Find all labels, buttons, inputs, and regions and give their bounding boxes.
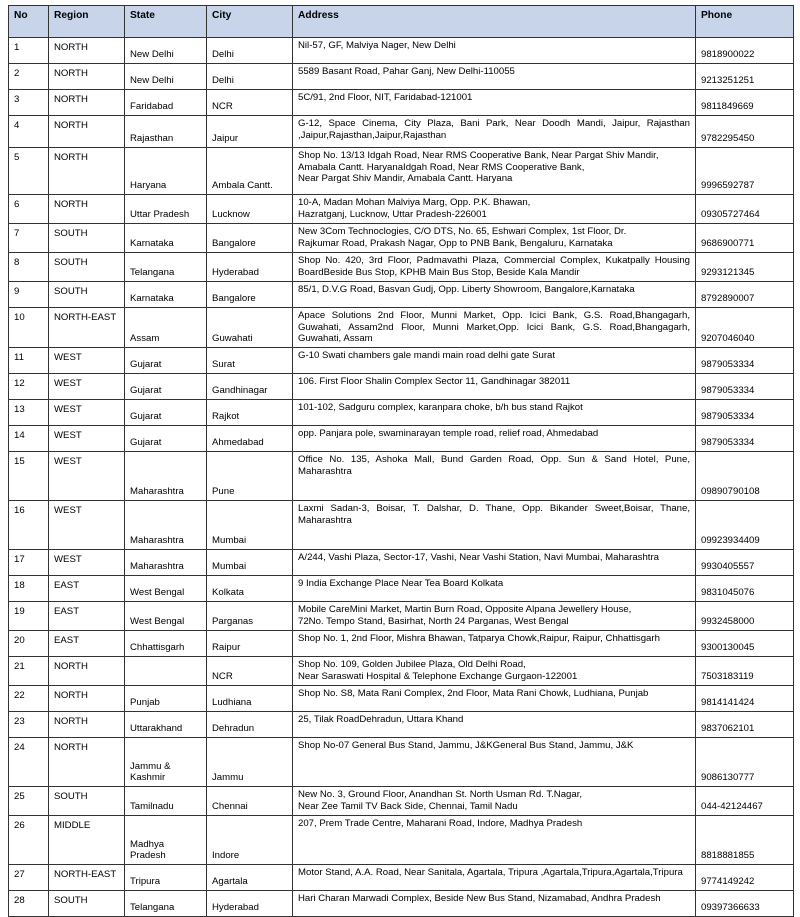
- phone-cell: 9086130777: [696, 738, 794, 787]
- address-cell: [293, 308, 696, 348]
- phone-cell: 09890790108: [696, 452, 794, 501]
- city-cell: Chennai: [207, 787, 293, 816]
- state-cell: Karnataka: [125, 282, 207, 308]
- city-cell: Lucknow: [207, 195, 293, 224]
- address-cell: [293, 787, 696, 816]
- address-line: New 3Com Technoclogies, C/O DTS, No. 65, Eshwari Complex, 1st Floor, Dr.: [298, 226, 627, 237]
- row-number: 7: [9, 224, 49, 253]
- address-cell: [293, 426, 696, 452]
- address-line: Office No. 135, Ashoka Mall, Bund Garden Road, Opp. Sun & Sand Hotel, Pune, Maharashtra: [298, 454, 690, 477]
- address-line: Motor Stand, A.A. Road, Near Sanitala, Agartala, Tripura ,Agartala,Tripura,Agartala,Tripura: [298, 867, 683, 879]
- state-cell: Karnataka: [125, 224, 207, 253]
- state-cell: Uttarakhand: [125, 712, 207, 738]
- city-cell: Guwahati: [207, 308, 293, 348]
- address-cell: [293, 452, 696, 501]
- address-line: opp. Panjara pole, swaminarayan temple road, relief road, Ahmedabad: [298, 428, 599, 440]
- address-cell: [293, 686, 696, 712]
- row-number: 16: [9, 501, 49, 550]
- region-cell: NORTH: [49, 38, 125, 64]
- address-line: Laxmi Sadan-3, Boisar, T. Dalshar, D. Thane, Opp. Bikander Sweet,Boisar, Thane, Maharashtra: [298, 503, 690, 526]
- city-cell: Hyderabad: [207, 891, 293, 917]
- phone-cell: 9686900771: [696, 224, 794, 253]
- row-number: 2: [9, 64, 49, 90]
- city-cell: Kolkata: [207, 576, 293, 602]
- phone-cell: 9782295450: [696, 116, 794, 148]
- row-number: 14: [9, 426, 49, 452]
- address-cell: [293, 865, 696, 891]
- address-cell: [293, 816, 696, 865]
- table-row: [9, 576, 794, 602]
- phone-cell: 9207046040: [696, 308, 794, 348]
- address-line: Near Zee Tamil TV Back Side, Chennai, Tamil Nadu: [298, 800, 518, 812]
- city-cell: Raipur: [207, 631, 293, 657]
- table-row: [9, 657, 794, 686]
- region-cell: WEST: [49, 426, 125, 452]
- city-cell: Delhi: [207, 64, 293, 90]
- state-cell: [125, 657, 207, 686]
- city-cell: Ahmedabad: [207, 426, 293, 452]
- address-line: G-12, Space Cinema, City Plaza, Bani Park, Near Doodh Mandi, Jaipur, Rajasthan ,Jaipur,Rajasthan,Jaipur,Rajasthan: [298, 118, 690, 141]
- city-cell: Dehradun: [207, 712, 293, 738]
- table-row: [9, 64, 794, 90]
- region-cell: SOUTH: [49, 224, 125, 253]
- region-cell: NORTH-EAST: [49, 308, 125, 348]
- row-number: 5: [9, 148, 49, 195]
- address-line: Rajkumar Road, Prakash Nagar, Opp to PNB Bank, Bengaluru, Karnataka: [298, 237, 613, 249]
- address-cell: [293, 501, 696, 550]
- address-line: A/244, Vashi Plaza, Sector-17, Vashi, Near Vashi Station, Navi Mumbai, Maharashtra: [298, 552, 660, 564]
- address-line: 25, Tilak RoadDehradun, Uttara Khand: [298, 714, 464, 726]
- state-cell: New Delhi: [125, 38, 207, 64]
- address-line: 106. First Floor Shalin Complex Sector 11, Gandhinagar 382011: [298, 376, 571, 388]
- address-cell: [293, 374, 696, 400]
- address-cell: [293, 738, 696, 787]
- state-cell: Tamilnadu: [125, 787, 207, 816]
- address-cell: [293, 90, 696, 116]
- region-cell: NORTH: [49, 738, 125, 787]
- address-cell: [293, 657, 696, 686]
- phone-cell: 9879053334: [696, 400, 794, 426]
- city-cell: Bangalore: [207, 282, 293, 308]
- address-cell: [293, 712, 696, 738]
- table-row: [9, 631, 794, 657]
- region-cell: NORTH: [49, 195, 125, 224]
- address-cell: [293, 602, 696, 631]
- city-cell: Ambala Cantt.: [207, 148, 293, 195]
- row-number: 12: [9, 374, 49, 400]
- city-cell: NCR: [207, 90, 293, 116]
- region-cell: WEST: [49, 374, 125, 400]
- phone-cell: 09305727464: [696, 195, 794, 224]
- table-row: [9, 738, 794, 787]
- column-header-city: City: [207, 6, 293, 38]
- row-number: 1: [9, 38, 49, 64]
- address-cell: [293, 400, 696, 426]
- row-number: 3: [9, 90, 49, 116]
- region-cell: NORTH: [49, 90, 125, 116]
- phone-cell: 9837062101: [696, 712, 794, 738]
- table-row: [9, 116, 794, 148]
- region-cell: NORTH: [49, 116, 125, 148]
- address-line: New No. 3, Ground Floor, Anandhan St. North Usman Rd. T.Nagar,: [298, 789, 583, 801]
- row-number: 25: [9, 787, 49, 816]
- table-row: [9, 90, 794, 116]
- city-cell: Jammu: [207, 738, 293, 787]
- table-row: [9, 602, 794, 631]
- phone-cell: 9879053334: [696, 374, 794, 400]
- city-cell: Indore: [207, 816, 293, 865]
- table-header: [9, 6, 794, 38]
- phone-cell: 9811849669: [696, 90, 794, 116]
- region-cell: SOUTH: [49, 891, 125, 917]
- state-cell: Gujarat: [125, 400, 207, 426]
- row-number: 17: [9, 550, 49, 576]
- table-row: [9, 374, 794, 400]
- row-number: 9: [9, 282, 49, 308]
- address-cell: [293, 64, 696, 90]
- phone-cell: 9930405557: [696, 550, 794, 576]
- address-cell: [293, 253, 696, 282]
- state-cell: New Delhi: [125, 64, 207, 90]
- address-cell: [293, 282, 696, 308]
- table-row: [9, 38, 794, 64]
- city-cell: Ludhiana: [207, 686, 293, 712]
- address-cell: [293, 631, 696, 657]
- phone-cell: 9300130045: [696, 631, 794, 657]
- city-cell: Delhi: [207, 38, 293, 64]
- city-cell: NCR: [207, 657, 293, 686]
- address-line: 9 India Exchange Place Near Tea Board Kolkata: [298, 578, 504, 590]
- phone-cell: 9831045076: [696, 576, 794, 602]
- row-number: 27: [9, 865, 49, 891]
- table-row: [9, 787, 794, 816]
- table-body: [9, 38, 794, 917]
- header-row: [9, 6, 794, 38]
- region-cell: WEST: [49, 550, 125, 576]
- row-number: 22: [9, 686, 49, 712]
- address-line: Near Saraswati Hospital & Telephone Exchange Gurgaon-122001: [298, 670, 578, 682]
- state-cell: Jammu & Kashmir: [125, 738, 207, 787]
- row-number: 4: [9, 116, 49, 148]
- region-cell: NORTH: [49, 148, 125, 195]
- row-number: 8: [9, 253, 49, 282]
- row-number: 23: [9, 712, 49, 738]
- state-cell: Maharashtra: [125, 501, 207, 550]
- address-cell: [293, 550, 696, 576]
- phone-cell: 9879053334: [696, 348, 794, 374]
- address-cell: [293, 348, 696, 374]
- state-cell: Maharashtra: [125, 452, 207, 501]
- address-cell: [293, 224, 696, 253]
- column-header-no: No: [9, 6, 49, 38]
- address-line: Shop No. 1, 2nd Floor, Mishra Bhawan, Tatparya Chowk,Raipur, Raipur, Chhattisgarh: [298, 633, 660, 645]
- phone-cell: 9213251251: [696, 64, 794, 90]
- table-row: [9, 308, 794, 348]
- phone-cell: 9879053334: [696, 426, 794, 452]
- region-cell: EAST: [49, 576, 125, 602]
- address-line: Mobile CareMini Market, Martin Burn Road, Opposite Alpana Jewellery House,: [298, 604, 632, 616]
- city-cell: Hyderabad: [207, 253, 293, 282]
- table-row: [9, 501, 794, 550]
- address-line: 85/1, D.V.G Road, Basvan Gudj, Opp. Liberty Showroom, Bangalore,Karnataka: [298, 284, 635, 295]
- address-cell: [293, 576, 696, 602]
- city-cell: Mumbai: [207, 501, 293, 550]
- service-centre-table: [8, 5, 794, 917]
- table-row: [9, 253, 794, 282]
- row-number: 21: [9, 657, 49, 686]
- region-cell: EAST: [49, 631, 125, 657]
- city-cell: Surat: [207, 348, 293, 374]
- address-line: Apace Solutions 2nd Floor, Munni Market, Opp. Icici Bank, G.S. Road,Bhangagarh, Guwahati, Assam2nd Floor, Munni Market,Opp. Icici Bank, G.S. Road,Bhangagarh, Guwahati, Assam: [298, 310, 690, 345]
- table-row: [9, 148, 794, 195]
- table-row: [9, 891, 794, 917]
- region-cell: NORTH: [49, 657, 125, 686]
- state-cell: West Bengal: [125, 576, 207, 602]
- region-cell: NORTH: [49, 64, 125, 90]
- city-cell: Rajkot: [207, 400, 293, 426]
- address-line: Hari Charan Marwadi Complex, Beside New Bus Stand, Nizamabad, Andhra Pradesh: [298, 893, 661, 905]
- region-cell: NORTH: [49, 712, 125, 738]
- table-row: [9, 712, 794, 738]
- row-number: 6: [9, 195, 49, 224]
- phone-cell: 8792890007: [696, 282, 794, 308]
- row-number: 10: [9, 308, 49, 348]
- region-cell: SOUTH: [49, 282, 125, 308]
- state-cell: Gujarat: [125, 374, 207, 400]
- column-header-phone: Phone: [696, 6, 794, 38]
- address-line: Shop No. S8, Mata Rani Complex, 2nd Floor, Mata Rani Chowk, Ludhiana, Punjab: [298, 688, 649, 700]
- state-cell: Telangana: [125, 253, 207, 282]
- table-row: [9, 195, 794, 224]
- phone-cell: 7503183119: [696, 657, 794, 686]
- address-cell: [293, 195, 696, 224]
- address-line: Hazratganj, Lucknow, Uttar Pradesh-226001: [298, 208, 487, 220]
- phone-cell: 9293121345: [696, 253, 794, 282]
- column-header-state: State: [125, 6, 207, 38]
- city-cell: Agartala: [207, 865, 293, 891]
- state-cell: Telangana: [125, 891, 207, 917]
- address-line: Shop No-07 General Bus Stand, Jammu, J&KGeneral Bus Stand, Jammu, J&K: [298, 740, 634, 752]
- state-cell: Uttar Pradesh: [125, 195, 207, 224]
- address-line: Shop No. 109, Golden Jubilee Plaza, Old Delhi Road,: [298, 659, 526, 671]
- state-cell: Chhattisgarh: [125, 631, 207, 657]
- row-number: 13: [9, 400, 49, 426]
- city-cell: Gandhinagar: [207, 374, 293, 400]
- table-row: [9, 426, 794, 452]
- address-line: Shop No. 13/13 Idgah Road, Near RMS Cooperative Bank, Near Pargat Shiv Mandir,: [298, 150, 659, 161]
- state-cell: West Bengal: [125, 602, 207, 631]
- region-cell: NORTH: [49, 686, 125, 712]
- phone-cell: 9814141424: [696, 686, 794, 712]
- state-cell: Rajasthan: [125, 116, 207, 148]
- state-cell: Haryana: [125, 148, 207, 195]
- region-cell: WEST: [49, 452, 125, 501]
- table-row: [9, 686, 794, 712]
- phone-cell: 044-42124467: [696, 787, 794, 816]
- table-row: [9, 400, 794, 426]
- region-cell: WEST: [49, 501, 125, 550]
- row-number: 20: [9, 631, 49, 657]
- table-row: [9, 816, 794, 865]
- city-cell: Bangalore: [207, 224, 293, 253]
- state-cell: Madhya Pradesh: [125, 816, 207, 865]
- row-number: 28: [9, 891, 49, 917]
- state-cell: Gujarat: [125, 348, 207, 374]
- phone-cell: 09923934409: [696, 501, 794, 550]
- row-number: 24: [9, 738, 49, 787]
- column-header-address: Address: [293, 6, 696, 38]
- region-cell: MIDDLE: [49, 816, 125, 865]
- phone-cell: 9774149242: [696, 865, 794, 891]
- address-line: 5C/91, 2nd Floor, NIT, Faridabad-121001: [298, 92, 473, 103]
- row-number: 11: [9, 348, 49, 374]
- address-cell: [293, 116, 696, 148]
- table-row: [9, 282, 794, 308]
- address-line: Amabala Cantt. HaryanaIdgah Road, Near RMS Cooperative Bank,: [298, 161, 585, 173]
- state-cell: Punjab: [125, 686, 207, 712]
- state-cell: Faridabad: [125, 90, 207, 116]
- table-row: [9, 865, 794, 891]
- phone-cell: 9932458000: [696, 602, 794, 631]
- phone-cell: 8818881855: [696, 816, 794, 865]
- address-line: Near Pargat Shiv Mandir, Amabala Cantt. Haryana: [298, 173, 513, 185]
- region-cell: SOUTH: [49, 787, 125, 816]
- table-row: [9, 348, 794, 374]
- state-cell: Assam: [125, 308, 207, 348]
- row-number: 19: [9, 602, 49, 631]
- address-cell: [293, 148, 696, 195]
- city-cell: Pune: [207, 452, 293, 501]
- address-line: 72No. Tempo Stand, Basirhat, North 24 Parganas, West Bengal: [298, 615, 569, 627]
- address-line: 207, Prem Trade Centre, Maharani Road, Indore, Madhya Pradesh: [298, 818, 583, 830]
- region-cell: EAST: [49, 602, 125, 631]
- table-row: [9, 550, 794, 576]
- row-number: 18: [9, 576, 49, 602]
- region-cell: NORTH-EAST: [49, 865, 125, 891]
- phone-cell: 09397366633: [696, 891, 794, 917]
- service-centre-table-container: [8, 5, 793, 917]
- phone-cell: 9996592787: [696, 148, 794, 195]
- table-row: [9, 452, 794, 501]
- column-header-region: Region: [49, 6, 125, 38]
- address-line: 101-102, Sadguru complex, karanpara choke, b/h bus stand Rajkot: [298, 402, 583, 414]
- region-cell: WEST: [49, 348, 125, 374]
- region-cell: WEST: [49, 400, 125, 426]
- city-cell: Mumbai: [207, 550, 293, 576]
- table-row: [9, 224, 794, 253]
- state-cell: Tripura: [125, 865, 207, 891]
- state-cell: Maharashtra: [125, 550, 207, 576]
- address-line: 10-A, Madan Mohan Malviya Marg, Opp. P.K. Bhawan,: [298, 197, 531, 208]
- address-line: 5589 Basant Road, Pahar Ganj, New Delhi-110055: [298, 66, 515, 77]
- region-cell: SOUTH: [49, 253, 125, 282]
- address-line: G-10 Swati chambers gale mandi main road delhi gate Surat: [298, 350, 556, 362]
- city-cell: Jaipur: [207, 116, 293, 148]
- state-cell: Gujarat: [125, 426, 207, 452]
- address-cell: [293, 891, 696, 917]
- row-number: 15: [9, 452, 49, 501]
- phone-cell: 9818900022: [696, 38, 794, 64]
- row-number: 26: [9, 816, 49, 865]
- address-line: Shop No. 420, 3rd Floor, Padmavathi Plaza, Commercial Complex, Kukatpally Housing BoardBeside Bus Stop, KPHB Main Bus Stop, Beside Kala Mandir: [298, 255, 690, 278]
- address-line: Nil-57, GF, Malviya Nager, New Delhi: [298, 40, 456, 51]
- address-cell: [293, 38, 696, 64]
- city-cell: Parganas: [207, 602, 293, 631]
